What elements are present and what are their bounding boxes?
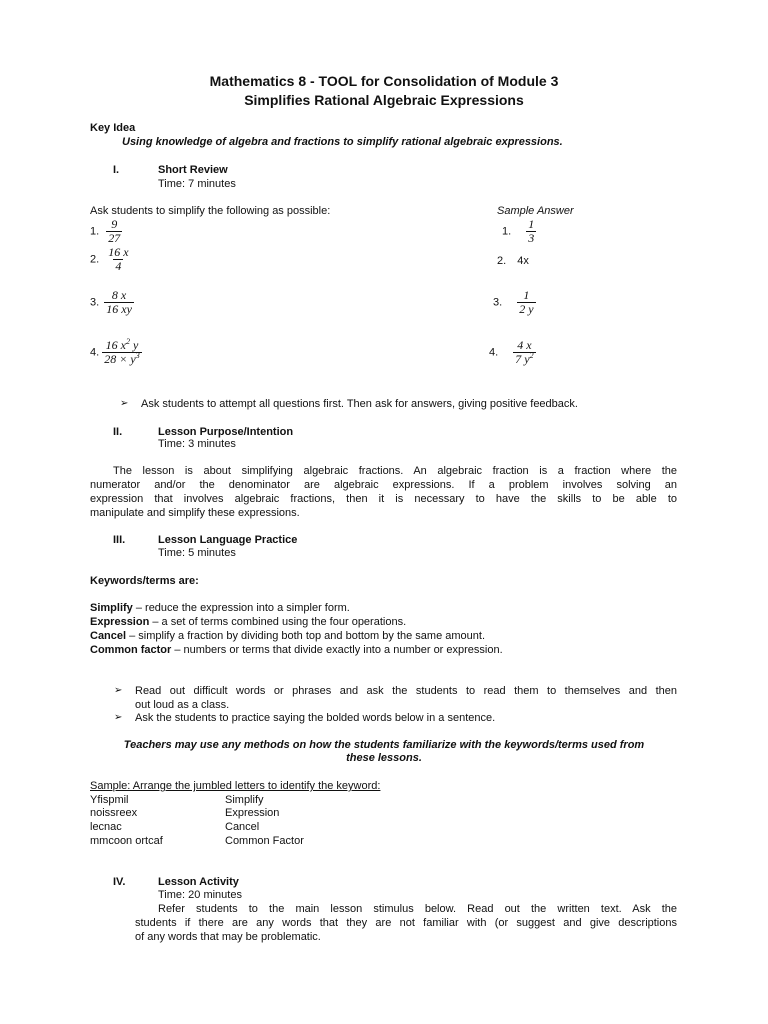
numerator: 1	[523, 288, 530, 302]
numerator: 9	[111, 217, 118, 231]
fraction	[526, 218, 536, 245]
fraction	[517, 289, 535, 316]
key-idea-text: Using knowledge of algebra and fractions to simplify rational algebraic expressions.	[122, 136, 563, 148]
denominator: $28 \times y^3$	[104, 351, 140, 366]
jumbled-word: lecnac	[90, 821, 122, 833]
section-2-heading: Lesson Purpose/Intention	[158, 426, 294, 438]
purpose-line-1: The lesson is about simplifying algebraic fractions. An algebraic fraction is a fraction where the	[113, 465, 677, 477]
review-instruction: Ask students to simplify the following as possible:	[90, 205, 331, 217]
keywords-heading: Keywords/terms are:	[90, 575, 199, 587]
section-3-time: Time: 5 minutes	[158, 547, 236, 559]
practice-bullet-2: Ask the students to practice saying the bolded words below in a sentence.	[135, 712, 496, 724]
denominator: 3	[528, 231, 535, 245]
section-3-numeral: III.	[113, 534, 126, 546]
keyword-answer: Simplify	[225, 794, 264, 806]
fraction	[106, 246, 130, 273]
practice-bullet-1-line-1: Read out difficult words or phrases and ask the students to read them to themselves and then	[135, 685, 677, 697]
section-1-heading: Short Review	[158, 164, 228, 176]
answer-4	[489, 339, 536, 366]
numerator: 8 x	[111, 288, 127, 302]
purpose-line-4: manipulate and simplify these expressions.	[90, 507, 300, 519]
denominator: 16 xy	[106, 302, 132, 316]
term-simplify: Simplify – reduce the expression into a simpler form.	[90, 602, 350, 614]
jumbled-word: noissreex	[90, 807, 138, 819]
section-2-time: Time: 3 minutes	[158, 438, 236, 450]
sample-heading: Sample: Arrange the jumbled letters to identify the keyword:	[90, 780, 381, 792]
section-4-time: Time: 20 minutes	[158, 889, 242, 901]
term-common-factor: Common factor – numbers or terms that divide exactly into a number or expression.	[90, 644, 503, 656]
numerator: 16 $x^2$ y	[105, 337, 139, 352]
fraction	[102, 339, 141, 366]
section-1-numeral: I.	[113, 164, 120, 176]
question-number: 1.	[90, 225, 100, 238]
fraction	[513, 339, 535, 366]
keyword-answer: Common Factor	[225, 835, 304, 847]
sample-answer-label: Sample Answer	[497, 205, 574, 217]
question-number: 2.	[90, 253, 100, 266]
page-title: Mathematics 8 - TOOL for Consolidation of Module 3	[209, 73, 559, 89]
question-number: 4.	[90, 346, 100, 359]
arrow-bullet-icon: ➢	[120, 398, 129, 409]
practice-bullet-1-line-2: out loud as a class.	[135, 699, 230, 711]
answer-1	[502, 218, 536, 245]
question-1	[90, 218, 122, 245]
term-cancel: Cancel – simplify a fraction by dividing both top and bottom by the same amount.	[90, 630, 485, 642]
activity-line-2: students if there are any words that they are not familiar with (or suggest and give descriptions	[135, 917, 677, 929]
keyword-answer: Cancel	[225, 821, 260, 833]
answer-2	[497, 255, 529, 267]
arrow-bullet-icon: ➢	[114, 685, 123, 696]
denominator: 4	[115, 259, 122, 273]
teacher-note-line-1: Teachers may use any methods on how the students familiarize with the keywords/terms used from	[123, 739, 645, 751]
answer-value: 4x	[517, 255, 529, 267]
question-3	[90, 289, 134, 316]
question-2	[90, 246, 131, 273]
keyword-answer: Expression	[225, 807, 280, 819]
page-subtitle: Simplifies Rational Algebraic Expressions	[244, 92, 524, 108]
key-idea-label: Key Idea	[90, 122, 136, 134]
answer-number: 3.	[493, 296, 503, 309]
purpose-line-3: expression that involves algebraic fractions, then it is necessary to have the skills to be able to	[90, 493, 677, 505]
answer-number: 4.	[489, 346, 499, 359]
numerator: 4 x	[517, 338, 532, 352]
purpose-line-2: numerator and/or the denominator are algebraic expressions. If a problem involves solving an	[90, 479, 677, 491]
teacher-note-line-2: these lessons.	[346, 752, 422, 764]
activity-line-1: Refer students to the main lesson stimulus below. Read out the written text. Ask the	[158, 903, 677, 915]
activity-line-3: of any words that may be problematic.	[135, 931, 321, 943]
question-number: 3.	[90, 296, 100, 309]
answer-number: 1.	[502, 225, 512, 238]
numerator: 16 x	[108, 245, 129, 259]
jumbled-word: mmcoon ortcaf	[90, 835, 163, 847]
section-4-numeral: IV.	[113, 876, 126, 888]
denominator: 27	[108, 231, 121, 245]
term-expression: Expression – a set of terms combined using the four operations.	[90, 616, 407, 628]
review-bullet: Ask students to attempt all questions first. Then ask for answers, giving positive feedback.	[141, 398, 578, 410]
section-1-time: Time: 7 minutes	[158, 178, 236, 190]
arrow-bullet-icon: ➢	[114, 712, 123, 723]
section-2-numeral: II.	[113, 426, 123, 438]
fraction	[106, 218, 122, 245]
denominator: 2 y	[519, 302, 534, 316]
section-3-heading: Lesson Language Practice	[158, 534, 298, 546]
answer-3	[493, 289, 536, 316]
fraction	[104, 289, 134, 316]
numerator: 1	[528, 217, 535, 231]
denominator: 7 $y^2$	[515, 351, 534, 366]
question-4	[90, 339, 142, 366]
section-4-heading: Lesson Activity	[158, 876, 239, 888]
answer-number: 2.	[497, 255, 507, 267]
jumbled-word: Yfispmil	[90, 794, 129, 806]
